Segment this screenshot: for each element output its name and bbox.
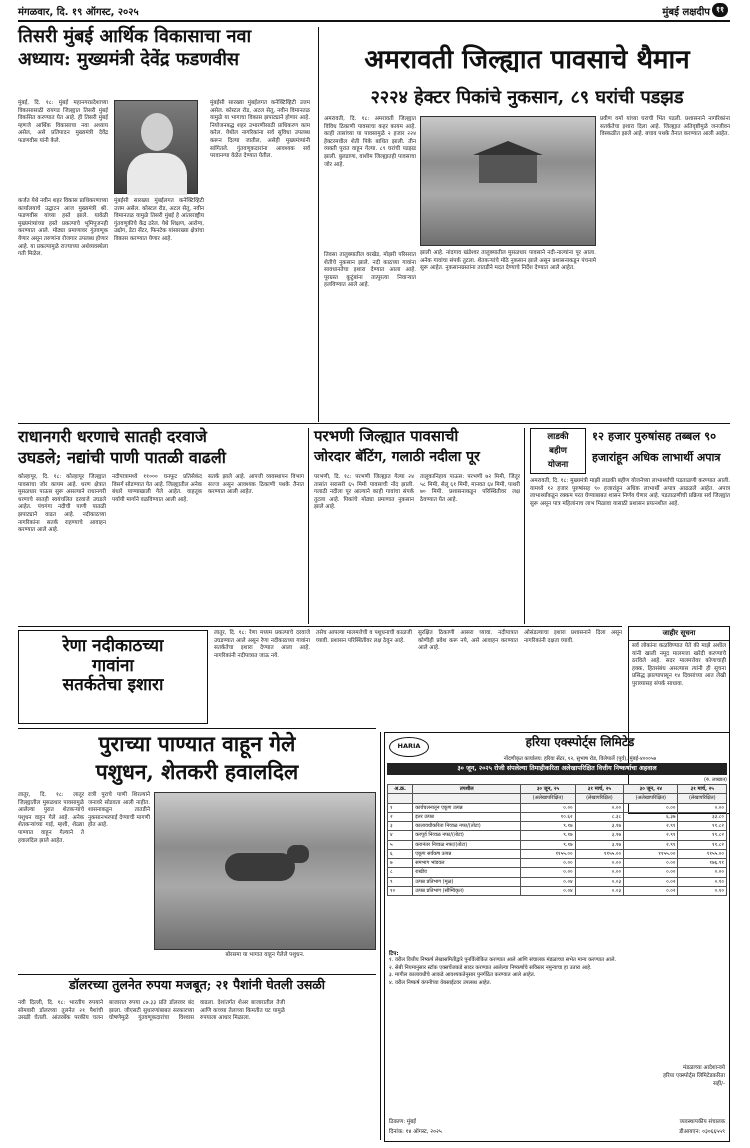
table-cell: ०.०२ [624, 886, 678, 895]
table-cell: ९.१७ [521, 840, 575, 849]
flood-photo-amravati [420, 116, 596, 246]
table-cell: ०.०० [678, 868, 727, 877]
mumbai-headline-1: तिसरी मुंबई आर्थिक विकासाचा नवा [18, 26, 252, 47]
note-item: १. वरील वित्तीय निष्कर्ष लेखासमितीद्वारे पुनर्विलोकित करण्यात आले आणि संचालक मंडळाच्या सभेत मान्य करण्यात आले. [389, 957, 617, 963]
note-item: २. सेबी नियमानुसार स्टॉक एक्सचेंजकडे सादर करण्यात आलेल्या निष्कर्षाचे सविस्तर नमुन्याचा हा उतारा आहे. [389, 964, 592, 971]
page-number-badge: ११ [712, 3, 728, 17]
table-cell: ०.०० [521, 803, 575, 812]
table-subheader-cell: (लेखापरिक्षित) [575, 794, 623, 803]
table-cell: ६ [388, 849, 413, 858]
table-cell: ०.०० [624, 803, 678, 812]
table-cell: करानंतर निव्वळ नफा/(तोटा) [413, 840, 521, 849]
table-header-cell: तपशील [413, 785, 521, 794]
table-cell: कार्यचलनातून एकूण उत्पन्न [413, 803, 521, 812]
fadnavis-photo [114, 100, 198, 194]
table-cell: ०.०० [575, 859, 623, 868]
haria-date: दिनांक: १४ ऑगस्ट, २०२५ [389, 1129, 442, 1135]
table-cell: ९.१७ [521, 822, 575, 831]
radhanagari-headline-2: उघडले; नद्यांची पाणी पातळी वाढली [18, 448, 226, 467]
haria-sign-sd: सही/- [713, 1081, 725, 1087]
badge-line-3: योजना [547, 460, 569, 470]
col-divider-3 [524, 428, 525, 624]
rena-body-4: ओसंडल्याचा इशारा प्रशासनाने दिला असून नागरिकांनी दक्षता घ्यावी. [524, 630, 624, 644]
haria-sign-company: हरिया एक्स्पोर्ट्स लिमिटेडकरिता [663, 1073, 725, 1079]
badge-line-2: बहीण [549, 446, 567, 456]
table-cell: ७ [388, 859, 413, 868]
ladki-bahin-body: अमरावती, दि. १८: मुख्यमंत्री माझी लाडकी बहीण योजनेच्या लाभार्थ्यांची पडताळणी करण्यात आली. यामध्ये १२ हजार पुरुषांसह ९० हजारांहून अधिक लाभार्थी अपात्र आढळले आहेत. अपात्र लाभार्थ्यांकडून रक्कम परत घेण्याबाबत शासन निर्णय घेणार आहे. पडताळणीची प्रक्रिया सर्व जिल्ह्यांत सुरू असून पात्र महिलांनाच लाभ मिळावा यासाठी प्रशासन प्रयत्नशील आहे. [530, 478, 732, 507]
table-cell: ०.०० [521, 859, 575, 868]
cattle-shape [225, 853, 295, 881]
table-cell: २.९१ [624, 840, 678, 849]
table-row [388, 840, 727, 849]
table-row [388, 859, 727, 868]
table-header-cell: ३० जून, २५ [521, 785, 575, 794]
parbhani-headline-2: जोरदार बॅटिंग, गलाठी नदीला पूर [314, 449, 480, 465]
table-cell: ५ [388, 840, 413, 849]
rena-headline-1: रेणा नदीकाठच्या [62, 636, 164, 656]
pashudhan-body-2: रात्री पुराचे पाणी शिरल्याने जनावरे सोडवता आली नाहीत. शासनाकडून तातडीने नुकसानभरपाई देण्याची मागणी होत आहे. [88, 792, 152, 829]
table-subheader-cell: (अलेखापरिक्षित) [624, 794, 678, 803]
ladki-bahin-badge [530, 428, 586, 474]
haria-results-table [387, 784, 727, 896]
amravati-subheadline: २२२४ हेक्टर पिकांचे नुकसान, ८९ घरांची पडझड [370, 87, 684, 108]
mumbai-body-left-2: कर्जत येथे नवीन शहर विकास प्राधिकरणाच्या कार्यालयाचे उद्घाटन आज मुख्यमंत्री श्री. फडणवीस यांच्या हस्ते झाले. यावेळी मुख्यमंत्र्यांच्या हस्ते प्रकल्पाचे भूमिपूजनही करण्यात आले. मोठ्या प्रमाणावर गुंतवणूक येणार असून तरुणांना रोजगार उपलब्ध होणार आहे. या प्रकल्पामुळे राज्याच्या अर्थव्यवस्थेला गती मिळेल. [18, 198, 110, 258]
table-cell: ०.०३ [575, 877, 623, 886]
table-subheader-cell: (अलेखापरिक्षित) [521, 794, 575, 803]
table-cell: ३.१७ [575, 840, 623, 849]
table-subheader-cell [413, 794, 521, 803]
table-cell: ८ [388, 868, 413, 877]
table-row [388, 868, 727, 877]
table-cell: ०.०२ [624, 877, 678, 886]
table-row [388, 877, 727, 886]
table-cell: ०.०० [575, 868, 623, 877]
row-rule-4 [18, 974, 376, 975]
ladki-headline-1: १२ हजार पुरुषांसह तब्बल ९० [592, 429, 717, 443]
table-cell: २.९१ [624, 822, 678, 831]
table-header-cell: ३० जून, २४ [624, 785, 678, 794]
table-cell: ०.०० [575, 803, 623, 812]
haria-notes-title: टिप: [389, 951, 399, 957]
ladki-headline-2: हजारांहून अधिक लाभार्थी अपात्र [592, 451, 721, 464]
table-cell: १ [388, 803, 413, 812]
table-cell: ०.०४ [521, 877, 575, 886]
haria-report-title: ३० जून, २०२५ रोजी संपलेल्या तिमाहीकरिता अलेखापरिक्षित वित्तीय निष्कर्षाचा अहवाल [387, 763, 727, 775]
haria-director: व्यवस्थापकीय संचालक [679, 1119, 725, 1125]
table-cell: इतर उत्पन्न [413, 812, 521, 821]
jahir-suchana-body: सर्व लोकांना कळविण्यात येते की माझे अशील यांनी खाली नमूद मालमत्ता खरेदी करण्याचे ठरविले आहे. सदर मालमत्तेवर कोणाचाही हक्क, हितसंबंध असल्यास त्यांनी ही सूचना प्रसिद्ध झाल्यापासून १४ दिवसांच्या आत लेखी पुराव्यासह संपर्क साधावा. [632, 643, 728, 687]
table-cell: ३.१७ [575, 831, 623, 840]
table-cell: ६.३७ [624, 812, 678, 821]
header-date: मंगळवार, दि. १९ ऑगस्ट, २०२५ [18, 7, 139, 18]
haria-address: नोंदणीकृत कार्यालय: हरिया सेंटर, १२, सुभाष रोड, विलेपार्ले (पूर्व), मुंबई-४०००५७ [503, 756, 657, 762]
radhanagari-headline-1: राधानगरी धरणाचे सातही दरवाजे [18, 427, 207, 446]
amravati-body-1: अमरावती, दि. १८: अमरावती जिल्ह्यात विविध ठिकाणी पावसाचा कहर कायम आहे. काही तासांच्या या पावसामुळे २ हजार २२४ हेक्टरमधील शेती पिके बाधित झाली. तीन व्यक्ती पुरात वाहून गेल्या. ८९ घरांची पडझड झाली. बुलडाणा, वाशीम जिल्ह्यातही पावसाचा जोर आहे. [324, 116, 418, 168]
table-cell: ०.०० [678, 803, 727, 812]
badge-line-1: लाडकी [547, 432, 569, 442]
row-rule-2 [18, 626, 622, 627]
pashudhan-headline-1: पुराच्या पाण्यात वाहून गेले [98, 731, 296, 756]
table-cell: ९ [388, 877, 413, 886]
haria-company-name: हरिया एक्स्पोर्ट्स लिमिटेड [525, 735, 635, 749]
col-divider-4 [380, 732, 381, 1140]
table-cell: राखीव [413, 868, 521, 877]
table-cell: ९.१७ [521, 831, 575, 840]
radhanagari-body-2: नदीपात्रामध्ये ११००० घनफूट प्रतिसेकंद विसर्ग सोडण्यात येत आहे. जिल्ह्यातील अनेक बंधारे पाण्याखाली गेले आहेत. वाहतूक पर्यायी मार्गाने वळविण्यात आली आहे. [112, 474, 204, 503]
table-cell: ११५५.०० [521, 849, 575, 858]
table-row [388, 803, 727, 812]
table-row [388, 849, 727, 858]
jahir-suchana-title: जाहीर सूचना [629, 627, 729, 641]
flood-house-shape [479, 153, 537, 183]
table-cell: ११५५.०० [624, 849, 678, 858]
table-cell: उत्पन्न प्रतिभाग (मूळ) [413, 877, 521, 886]
rena-body-3: सुरक्षित ठिकाणी आसरा घ्यावा. नदीपात्रात कोणीही प्रवेश करू नये, असे आवाहन करण्यात आले आहे. [418, 630, 520, 652]
parbhani-headline-1: परभणी जिल्ह्यात पावसाची [314, 427, 459, 445]
flood-roof-shape [473, 141, 543, 155]
paper-name: मुंबई लक्षदीप [662, 7, 710, 18]
header-rule [18, 20, 730, 22]
table-row [388, 822, 727, 831]
table-subheader-row [388, 794, 727, 803]
table-row [388, 886, 727, 895]
table-cell: ११.८२ [678, 840, 727, 849]
table-cell: १०.६२ [521, 812, 575, 821]
table-cell: ३३.८० [678, 812, 727, 821]
pashudhan-headline-2: पशुधन, शेतकरी हवालदिल [95, 759, 299, 784]
rena-headline-2: गावांना [92, 655, 134, 676]
table-cell: २.९१ [624, 831, 678, 840]
cattle-head-shape [287, 845, 309, 863]
table-subheader-cell: (लेखापरिक्षित) [678, 794, 727, 803]
row-rule-3 [18, 728, 376, 729]
table-cell: ०.१० [678, 877, 727, 886]
table-header-cell: अ.क्र. [388, 785, 413, 794]
table-cell: एकूण सर्वंकष उत्पन्न [413, 849, 521, 858]
parbhani-body-2: तालुकानिहाय पाऊस: परभणी ७२ मिमी, जिंतूर ५८ मिमी, सेलू ६१ मिमी, मानवत ६४ मिमी, पाथरी ७० मिमी. प्रशासनाकडून परिस्थितीवर लक्ष ठेवण्यात येत आहे. [420, 474, 522, 503]
table-cell: १७६.९१ [678, 859, 727, 868]
table-cell: ०.०० [521, 868, 575, 877]
table-header-row [388, 785, 727, 794]
pashudhan-photo-caption: बोरसमा या भागात वाहून गेलेले पशुधन. [225, 952, 305, 958]
mumbai-body-right: मुंबईसी सारख्या मुंबईलगत कनेक्टिव्हिटी उत्तम असेल. कोस्टल रोड, अटल सेतू, नवीन विमानतळ यामुळे या भागाचा विकास झपाट्याने होणार आहे. नियोजनबद्ध शहर उभारणीसाठी प्राधिकरण काम करेल. येथील नागरिकांना सर्व सुविधा उपलब्ध करून दिल्या जातील, असेही मुख्यमंत्र्यांनी सांगितले. गुंतवणूकदारांना आवश्यक सर्व परवानग्या वेळेत देण्यात येतील. [210, 100, 312, 160]
table-header-cell: ३१ मार्च, २५ [575, 785, 623, 794]
mumbai-body-left: मुंबई, दि. १८: मुंबई महानगरप्रदेशाच्या विकासासाठी रायगड जिल्ह्यात तिसरी मुंबई विकसित करण्यात येत आहे. ही तिसरी मुंबई म्हणजे आर्थिक विकासाचा नवा अध्याय असेल, असे प्रतिपादन मुख्यमंत्री देवेंद्र फडणवीस यांनी केले. [18, 100, 110, 144]
table-cell: ०.०४ [521, 886, 575, 895]
portrait-face [141, 113, 173, 151]
table-header-cell: ३१ मार्च, २५ [678, 785, 727, 794]
haria-din: डीआयएन: ०३०६६५५९ [679, 1129, 725, 1135]
table-cell: उत्पन्न प्रतिभाग (सौम्यिकृत) [413, 886, 521, 895]
radhanagari-body-1: कोल्हापूर, दि. १८: कोल्हापूर जिल्ह्यात पावसाचा जोर कायम आहे. धरण क्षेत्रात मुसळधार पाऊस सुरू असल्याने राधानगरी धरणाचे सातही स्वयंचलित दरवाजे उघडले आहेत. पंचगंगा नदीची पाणी पातळी झपाट्याने वाढत आहे. नदीकाठच्या नागरिकांना सतर्क राहण्याचे आवाहन करण्यात आले आहे. [18, 474, 108, 534]
table-cell: २ [388, 812, 413, 821]
note-item: ३. मागील कालावधीचे आकडे आवश्यकतेनुसार पुनर्गठित करण्यात आले आहेत. [389, 972, 536, 979]
haria-results-table-wrap [387, 784, 727, 896]
portrait-body [127, 153, 187, 195]
haria-sign-for: मंडळाच्या आदेशान्वये [683, 1065, 725, 1071]
table-cell: ३ [388, 822, 413, 831]
table-cell: करपूर्व निव्वळ नफा/(तोटा) [413, 831, 521, 840]
row-rule-1 [18, 423, 730, 424]
amravati-body-3: प्रवीण वर्मा यांच्या घराची भिंत पडली. प्रशासनाने नागरिकांना सतर्कतेचा इशारा दिला आहे. जिल्ह्यात अतिवृष्टीमुळे जनजीवन विस्कळीत झाले आहे. बचाव पथके तैनात करण्यात आली आहेत. [600, 116, 732, 138]
table-cell: समभाग भांडवल [413, 859, 521, 868]
haria-logo: HARIA [389, 737, 429, 757]
rupee-headline: डॉलरच्या तुलनेत रुपया मजबूत; २१ पैशांनी घेतली उसळी [68, 977, 326, 992]
table-cell: ०.०० [624, 868, 678, 877]
table-cell: ०.१० [678, 886, 727, 895]
mumbai-body-mid: मुंबईसी सारख्या मुंबईलगत कनेक्टिव्हिटी उत्तम असेल. कोस्टल रोड, अटल सेतू, नवीन विमानतळ यामुळे तिसरी मुंबई हे आंतरराष्ट्रीय गुंतवणुकीचे केंद्र ठरेल. येथे शिक्षण, आरोग्य, उद्योग, डेटा सेंटर, फिनटेक यांसारख्या क्षेत्रांचा विकास करण्यात येणार आहे. [114, 198, 206, 242]
rena-headline-3: सतर्कतेचा इशारा [62, 675, 164, 696]
rena-body-1: लातूर, दि. १८: रेणा मध्यम प्रकल्पाचे दरवाजे उघडण्यात आले असून रेणा नदीकाठच्या गावांना सतर्कतेचा इशारा देण्यात आला आहे. नागरिकांनी नदीपात्रात जाऊ नये. [214, 630, 312, 659]
rena-body-2: तसेच आपल्या मालमत्तेची व पशुधनाची काळजी घ्यावी. प्रशासन परिस्थितीवर लक्ष ठेवून आहे. [316, 630, 414, 644]
table-cell: ११.८२ [678, 831, 727, 840]
haria-unit: (रु. लाखात) [704, 777, 727, 783]
amravati-body-4: तिवसा तालुक्यातील वरखेड, मोझरी परिसरात शेतीचे नुकसान झाले. नदी काठच्या गावांना सावधानतेचा इशारा देण्यात आला आहे. पूरग्रस्त कुटुंबांना तात्पुरत्या निवाऱ्यात हलविण्यात आले आहे. [324, 252, 418, 289]
rupee-body: नवी दिल्ली, दि. १८: भारतीय रुपयाने सोमवारी डॉलरच्या तुलनेत २१ पैशांची उसळी घेतली. आंतरबँक परकीय चलन बाजारात रुपया ८७.३३ प्रति डॉलरवर बंद झाला. जीएसटी सुधारणांबाबत सरकारच्या घोषणेमुळे गुंतवणूकदारांचा विश्वास वाढला. देशांतर्गत शेअर बाजारातील तेजी आणि कच्च्या तेलाच्या किमतीत घट यामुळे रुपयाला आधार मिळाला. [18, 1000, 287, 1022]
table-cell: ८.३८ [575, 812, 623, 821]
table-cell: ३.१७ [575, 822, 623, 831]
haria-notes [389, 957, 725, 1057]
table-cell: १० [388, 886, 413, 895]
amravati-body-2: झाली आहे. नांदगाव खंडेश्वर तालुक्यातील मुसळधार पावसाने नदी-नाल्यांना पूर आला. अनेक गावांचा संपर्क तुटला. शेतकऱ्यांचे मोठे नुकसान झाले असून प्रशासनाकडून पंचनामे सुरू आहेत. नुकसानग्रस्तांना तातडीने मदत देण्याचे निर्देश देण्यात आले आहेत. [420, 250, 598, 272]
table-cell: ०.०३ [575, 886, 623, 895]
col-divider-1 [318, 27, 319, 422]
table-body [388, 803, 727, 896]
note-item: ४. वरील निष्कर्ष कंपनीच्या वेबसाईटवर उपलब्ध आहेत. [389, 979, 492, 986]
table-row [388, 812, 727, 821]
table-cell: कालावधीकरिता निव्वळ नफा/(तोटा) [413, 822, 521, 831]
table-cell: ११५५.०० [575, 849, 623, 858]
haria-results-ad [384, 732, 730, 1142]
table-cell: ११.८२ [678, 822, 727, 831]
table-cell: ११५५.०० [678, 849, 727, 858]
table-row [388, 831, 727, 840]
table-cell: ४ [388, 831, 413, 840]
col-divider-2 [308, 428, 309, 624]
radhanagari-body-3: सतर्क झाले आहे. आपत्ती व्यवस्थापन विभाग सज्ज असून आवश्यक ठिकाणी पथके तैनात करण्यात आली आहेत. [208, 474, 306, 496]
mumbai-headline-2: अध्याय: मुख्यमंत्री देवेंद्र फडणवीस [18, 49, 240, 70]
table-cell: ०.०० [624, 859, 678, 868]
rena-headline-box [18, 630, 208, 724]
amravati-headline: अमरावती जिल्ह्यात पावसाचे थैमान [364, 45, 690, 75]
flood-photo-cattle [154, 792, 376, 950]
table-subheader-cell [388, 794, 413, 803]
parbhani-body-1: परभणी, दि. १८: परभणी जिल्ह्यात गेल्या २४ तासांत सरासरी ६५ मिमी पावसाची नोंद झाली. गलाठी नदीला पूर आल्याने काही गावांचा संपर्क तुटला आहे. पिकांचे मोठ्या प्रमाणात नुकसान झाले आहे. [314, 474, 416, 511]
pashudhan-body-1: लातूर, दि. १८: लातूर जिल्ह्यातील मुसळधार पावसामुळे आलेल्या पुरात शेतकऱ्यांचे पशुधन वाहून गेले आहे. अनेक शेतकऱ्यांच्या गाई, म्हशी, शेळ्या पाण्यात वाहून गेल्याने ते हवालदिल झाले आहेत. [18, 792, 86, 844]
haria-place: ठिकाण: मुंबई [389, 1119, 416, 1125]
